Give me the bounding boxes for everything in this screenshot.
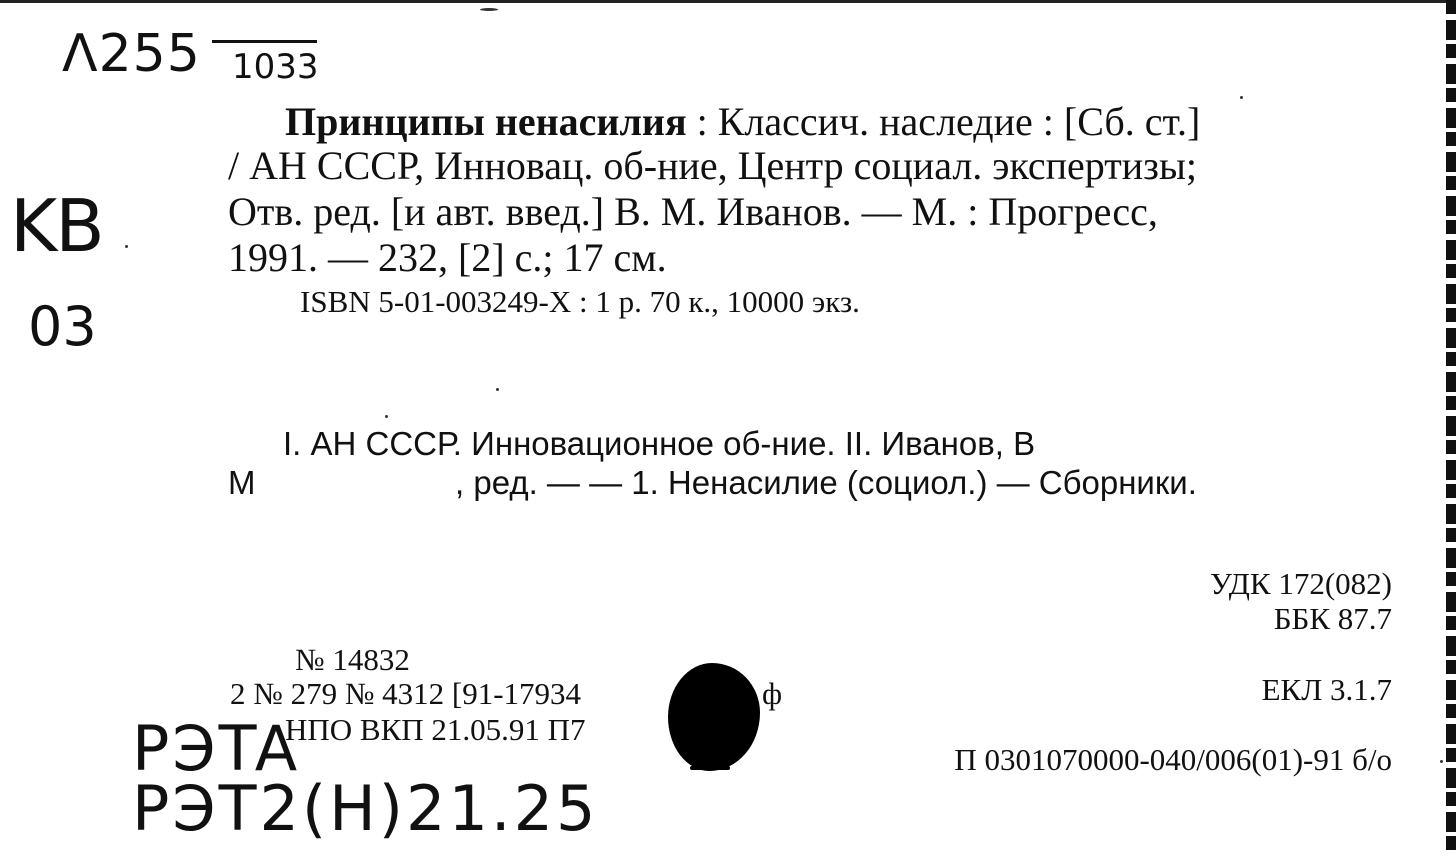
handwritten-shelf-mark: Λ255 bbox=[62, 24, 201, 84]
ink-blot bbox=[668, 663, 760, 771]
print-number: № 14832 bbox=[295, 642, 410, 677]
handwritten-reta-line1: PЭTA bbox=[132, 712, 301, 785]
index-code: П 0301070000-040/006(01)-91 б/о bbox=[954, 742, 1392, 777]
description-line3: Отв. ред. [и авт. введ.] В. М. Иванов. — М. : Прогресс, bbox=[228, 189, 1158, 234]
handwritten-shelf-sub: 1033 bbox=[232, 47, 319, 87]
handwritten-reta-line2: PЭT2(H)21.25 bbox=[132, 772, 599, 845]
speckle bbox=[496, 388, 499, 391]
tracing-line1: I. АН СССР. Инновационное об-ние. II. Иванов, В bbox=[283, 425, 1036, 462]
description-line4: 1991. — 232, [2] с.; 17 см. bbox=[228, 235, 667, 280]
description-line2: / АН СССР, Инновац. об-ние, Центр социал. экспертизы; bbox=[228, 143, 1197, 188]
description-line1 bbox=[285, 99, 1201, 144]
ink-blot-tail bbox=[690, 766, 730, 770]
print-info-line2: 2 № 279 № 4312 [91-17934 bbox=[230, 676, 582, 711]
speckle bbox=[1440, 760, 1443, 763]
isbn-line: ISBN 5-01-003249-X : 1 р. 70 к., 10000 экз. bbox=[300, 284, 860, 319]
speckle bbox=[1240, 96, 1243, 99]
bbk-code: ББК 87.7 bbox=[1273, 601, 1392, 636]
tracing-line2-start: М bbox=[228, 464, 256, 501]
print-info-line3: НПО ВКП 21.05.91 П7 bbox=[285, 712, 586, 747]
handwritten-code: 03 bbox=[28, 295, 97, 358]
ekl-code: ЕКЛ 3.1.7 bbox=[1261, 672, 1392, 707]
shelf-mark-overline bbox=[212, 40, 317, 43]
card-top-edge bbox=[0, 0, 1456, 3]
print-info-line2-end: ф bbox=[762, 676, 783, 711]
book-title: Принципы ненасилия bbox=[285, 99, 687, 144]
udk-code: УДК 172(082) bbox=[1209, 566, 1392, 601]
speckle bbox=[480, 8, 498, 11]
card-right-edge bbox=[1446, 0, 1456, 856]
handwritten-kv-mark: KB bbox=[10, 184, 103, 268]
speckle bbox=[125, 245, 128, 248]
tracing-line2-rest: , ред. — — 1. Ненасилие (социол.) — Сборники. bbox=[455, 464, 1197, 501]
speckle bbox=[385, 415, 388, 418]
description-line1-rest: : Классич. наследие : [Сб. ст.] bbox=[686, 99, 1201, 144]
